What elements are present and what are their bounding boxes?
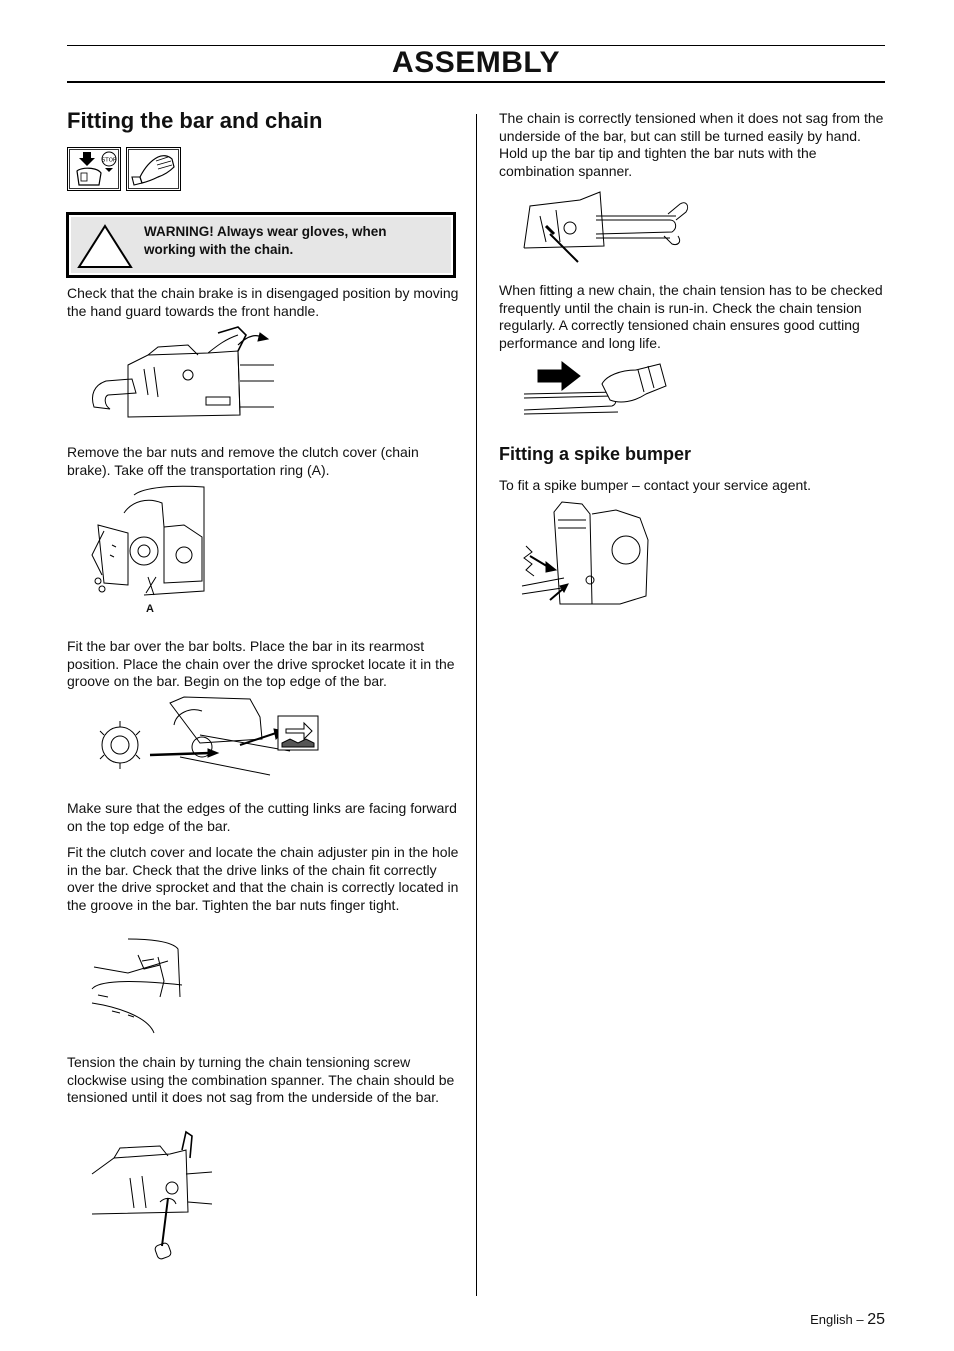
column-divider (476, 114, 477, 1296)
page-number: 25 (867, 1311, 885, 1328)
header-rule-bottom (67, 81, 885, 83)
stop-engine-icon (67, 147, 121, 191)
warning-triangle-icon (77, 223, 133, 274)
page-title: ASSEMBLY (392, 46, 560, 79)
paragraph-fit-bar: Fit the bar over the bar bolts. Place the bar in its rearmost position. Place the chain over the drive sprocket locate it in the groove on the bar. Begin on the top edge of the bar. (67, 638, 455, 689)
footer-dash: – (856, 1312, 864, 1327)
footer-language: English (810, 1312, 853, 1327)
section-heading-bar-chain: Fitting the bar and chain (67, 108, 323, 133)
svg-text:STOP: STOP (101, 157, 117, 164)
paragraph-correct-tension: The chain is correctly tensioned when it does not sag from the underside of the bar, but can still be turned easily by hand. Hold up the bar tip and tighten the bar nuts with the combination spanner. (499, 110, 884, 179)
page-footer (810, 1311, 885, 1329)
paragraph-spike-bumper: To fit a spike bumper – contact your service agent. (499, 477, 812, 493)
bar-tip-tighten-illustration (520, 186, 692, 264)
paragraph-remove-bar-nuts: Remove the bar nuts and remove the clutch cover (chain brake). Take off the transportation ring (A). (67, 444, 419, 478)
paragraph-fit-clutch-cover: Fit the clutch cover and locate the chain adjuster pin in the hole in the bar. Check that the drive links of the chain fit correctly over the drive sprocket and that the chain is correctly located in the groove in the bar. Tighten the bar nuts finger tight. (67, 844, 459, 913)
warning-panel (71, 217, 451, 273)
bar-and-sprocket-illustration (90, 695, 322, 783)
paragraph-cutting-links: Make sure that the edges of the cutting links are facing forward on the top edge of the bar. (67, 800, 457, 834)
warning-line-2: working with the chain. (144, 242, 294, 257)
clutch-cover-illustration (84, 485, 208, 603)
warning-text (144, 223, 444, 259)
spike-bumper-illustration (520, 500, 652, 610)
section-heading-spike-bumper: Fitting a spike bumper (499, 444, 692, 464)
label-transport-ring: A (146, 603, 154, 615)
bar-nuts-illustration (88, 937, 184, 1035)
chain-tensioning-illustration (90, 1128, 214, 1264)
gloves-icon (126, 147, 181, 191)
paragraph-chain-brake: Check that the chain brake is in disengaged position by moving the hand guard towards the front handle. (67, 285, 459, 319)
paragraph-new-chain: When fitting a new chain, the chain tension has to be checked frequently until the chain is run-in. Check the chain tension regularly. A correctly tensioned chain ensures good cutting performance and long life. (499, 282, 883, 351)
glove-on-bar-illustration (520, 356, 670, 428)
warning-line-1: WARNING! Always wear gloves, when (144, 224, 387, 239)
warning-box (66, 212, 456, 278)
chainsaw-hand-guard-illustration (88, 325, 278, 423)
paragraph-tension-chain: Tension the chain by turning the chain tensioning screw clockwise using the combination spanner. The chain should be tensioned until it does not sag from the underside of the bar. (67, 1054, 455, 1105)
